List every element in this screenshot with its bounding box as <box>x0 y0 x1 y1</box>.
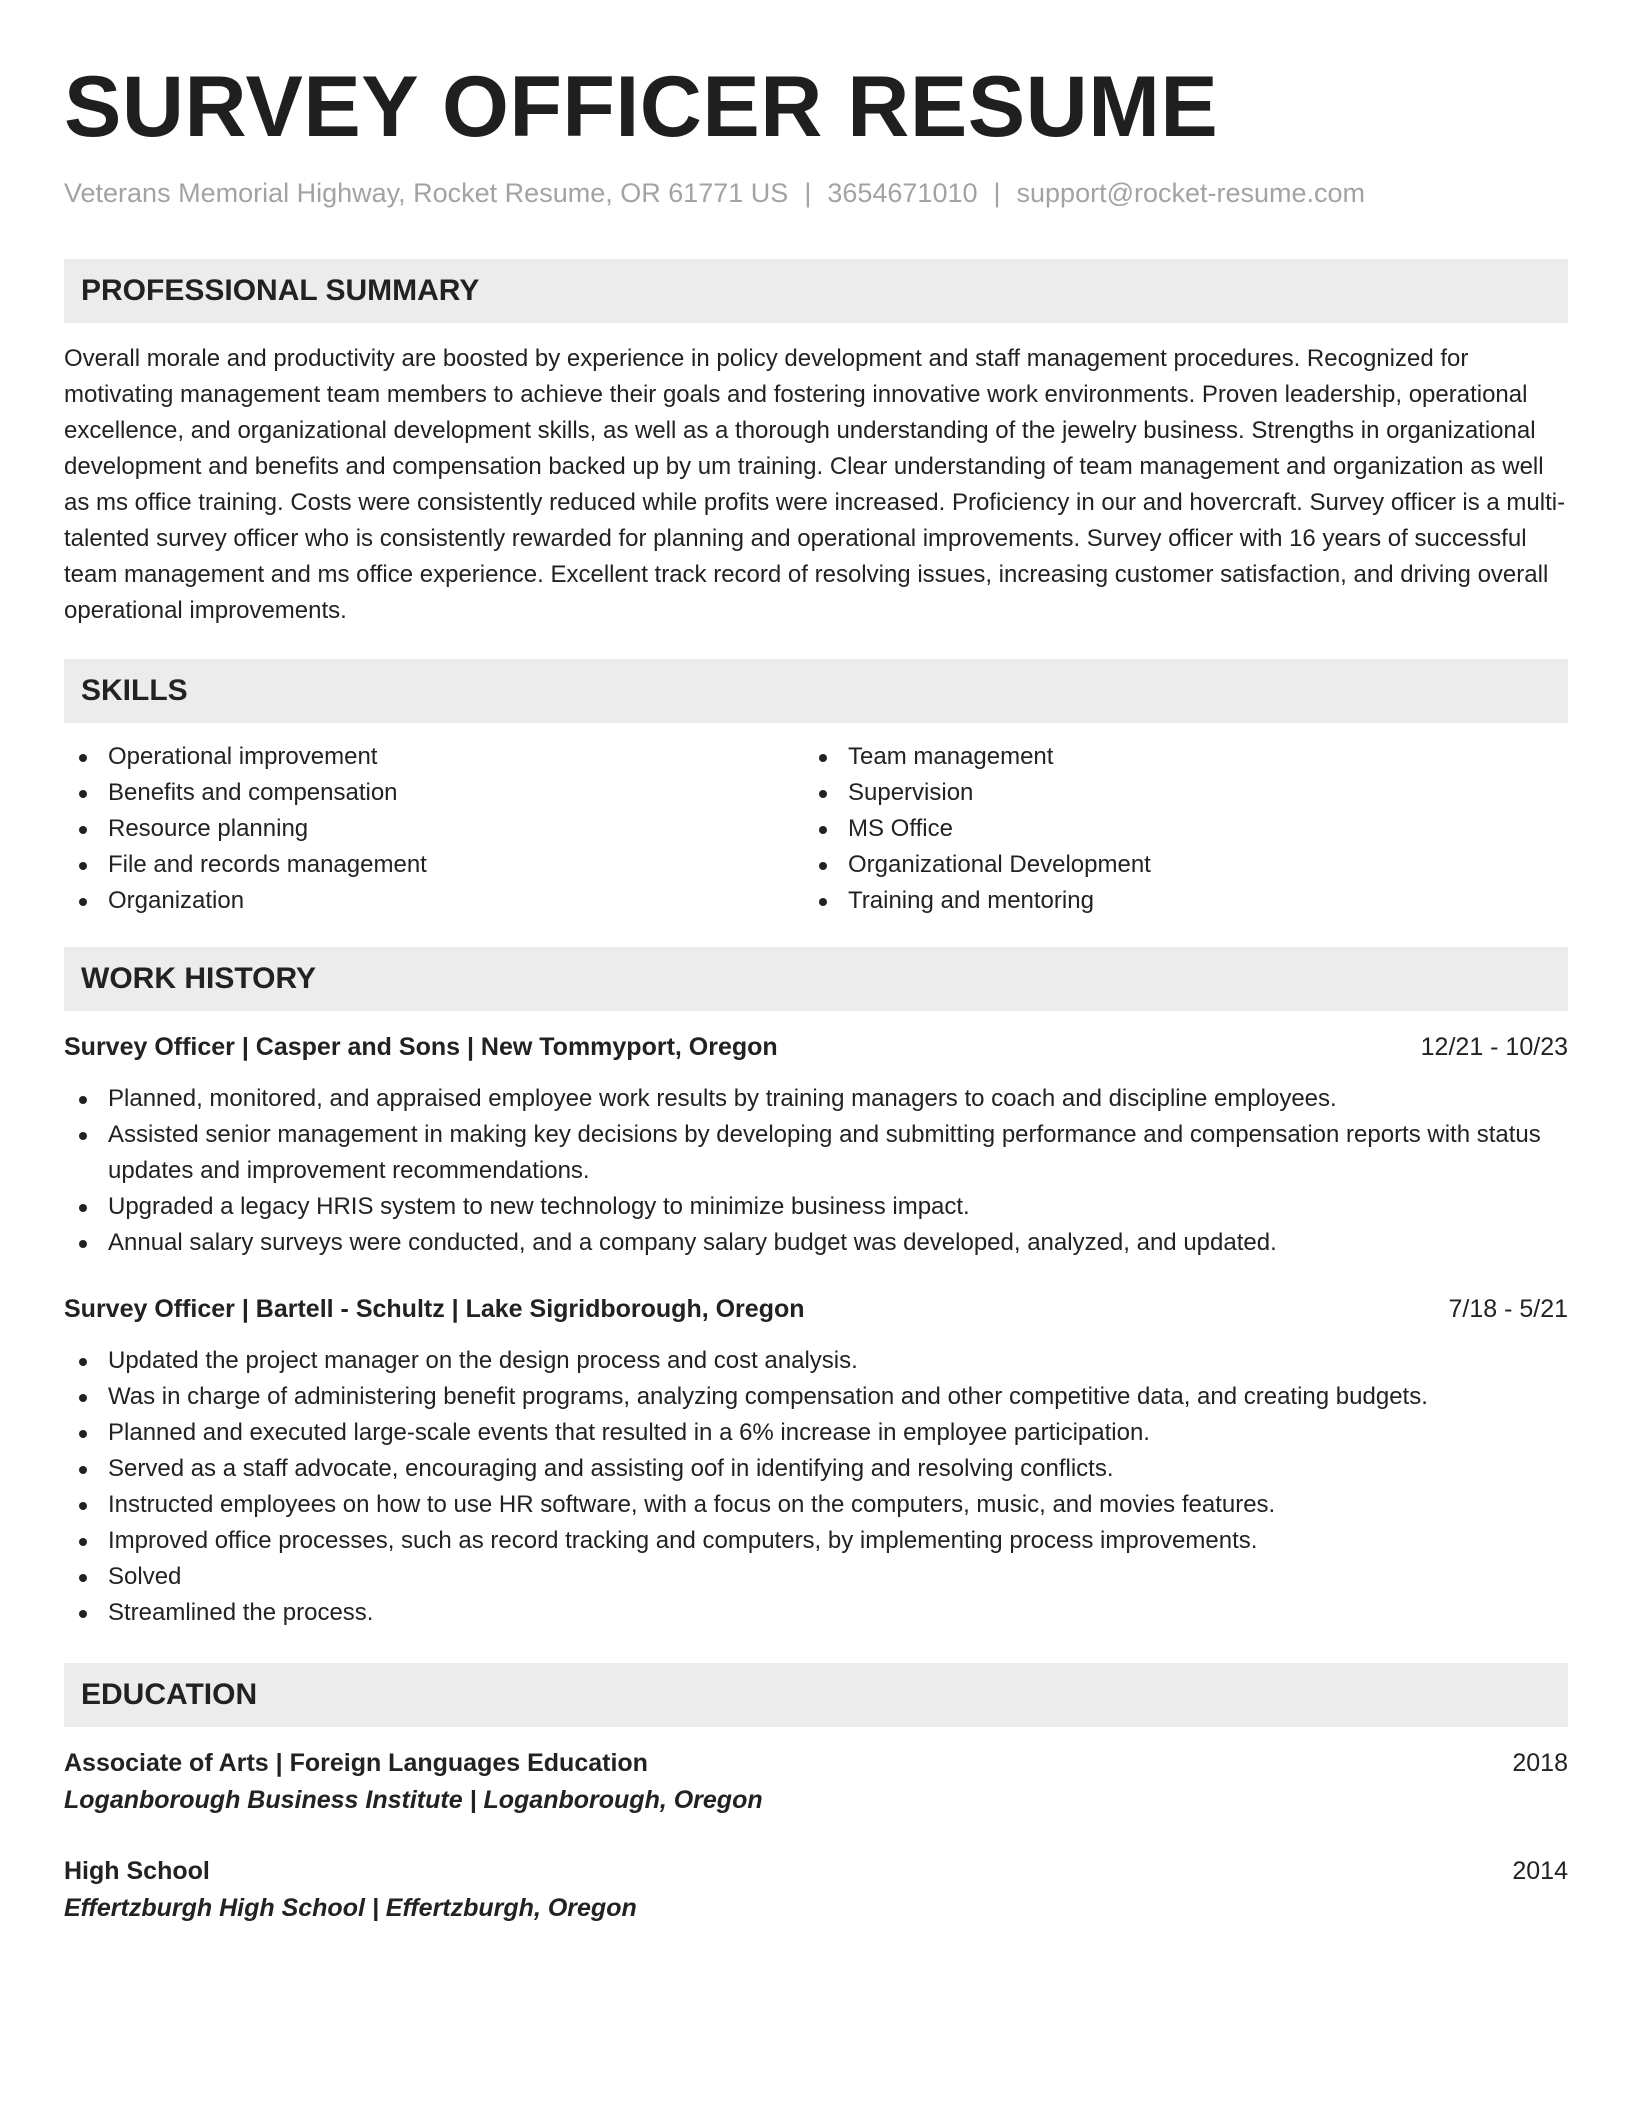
education-entry <box>64 1853 1568 1927</box>
job-dates: 12/21 - 10/23 <box>1420 1033 1568 1061</box>
education-heading: EDUCATION <box>64 1663 1568 1727</box>
work-history-heading: WORK HISTORY <box>64 947 1568 1011</box>
skills-heading: SKILLS <box>64 659 1568 723</box>
job-bullet: Served as a staff advocate, encouraging and assisting oof in identifying and resolving conflicts. <box>64 1451 1568 1487</box>
contact-separator: | <box>993 178 1001 208</box>
skill-item: Team management <box>804 739 1544 775</box>
contact-address: Veterans Memorial Highway, Rocket Resume, OR 61771 US <box>64 178 789 208</box>
job-dates: 7/18 - 5/21 <box>1448 1295 1568 1323</box>
education-year: 2014 <box>1512 1857 1568 1885</box>
contact-separator: | <box>804 178 812 208</box>
resume-title: SURVEY OFFICER RESUME <box>64 59 1219 155</box>
skills-column-right <box>804 739 1544 919</box>
skills-list <box>64 739 1568 919</box>
job-bullet: Solved <box>64 1559 1568 1595</box>
skill-item: MS Office <box>804 811 1544 847</box>
job-bullet: Instructed employees on how to use HR software, with a focus on the computers, music, and movies features. <box>64 1487 1568 1523</box>
education-degree: High School <box>64 1857 210 1885</box>
job-bullet-list <box>64 1343 1568 1631</box>
education-header <box>64 1853 1568 1889</box>
job-bullet: Streamlined the process. <box>64 1595 1568 1631</box>
education-school: Loganborough Business Institute | Loganborough, Oregon <box>64 1786 763 1814</box>
education-degree: Associate of Arts | Foreign Languages Education <box>64 1749 648 1777</box>
skill-item: Resource planning <box>64 811 804 847</box>
summary-heading: PROFESSIONAL SUMMARY <box>64 259 1568 323</box>
skill-item: Training and mentoring <box>804 883 1544 919</box>
skill-item: Organizational Development <box>804 847 1544 883</box>
skill-item: Organization <box>64 883 804 919</box>
job-bullet: Planned, monitored, and appraised employee work results by training managers to coach and discipline employees. <box>64 1081 1568 1117</box>
job-bullet: Improved office processes, such as record tracking and computers, by implementing process improvements. <box>64 1523 1568 1559</box>
education-school: Effertzburgh High School | Effertzburgh, Oregon <box>64 1894 637 1922</box>
job-bullet: Assisted senior management in making key decisions by developing and submitting performance and compensation reports with status updates and improvement recommendations. <box>64 1117 1568 1189</box>
job-header <box>64 1291 1568 1327</box>
contact-email: support@rocket-resume.com <box>1016 178 1366 208</box>
skill-item: Operational improvement <box>64 739 804 775</box>
summary-text: Overall morale and productivity are boosted by experience in policy development and staff management procedures. Recognized for motivating management team members to achieve their goals and fostering innovative work environments. Proven leadership, operational excellence, and organizational development skills, as well as a thorough understanding of the jewelry business. Strengths in organizational development and benefits and compensation backed up by um training. Clear understanding of team management and organization as well as ms office training. Costs were consistently reduced while profits were increased. Proficiency in our and hovercraft. Survey officer is a multi-talented survey officer who is consistently rewarded for planning and operational improvements. Survey officer with 16 years of successful team management and ms office experience. Excellent track record of resolving issues, increasing customer satisfaction, and driving overall operational improvements. <box>64 345 1566 624</box>
job-bullet: Planned and executed large-scale events that resulted in a 6% increase in employee participation. <box>64 1415 1568 1451</box>
job-bullet-list <box>64 1081 1568 1261</box>
skill-item: Benefits and compensation <box>64 775 804 811</box>
job-bullet: Updated the project manager on the design process and cost analysis. <box>64 1343 1568 1379</box>
skill-item: Supervision <box>804 775 1544 811</box>
job-bullet: Was in charge of administering benefit programs, analyzing compensation and other competitive data, and creating budgets. <box>64 1379 1568 1415</box>
education-header <box>64 1745 1568 1781</box>
skill-item: File and records management <box>64 847 804 883</box>
job-bullet: Annual salary surveys were conducted, and a company salary budget was developed, analyzed, and updated. <box>64 1225 1568 1261</box>
contact-phone: 3654671010 <box>827 178 978 208</box>
job-title: Survey Officer | Bartell - Schultz | Lake Sigridborough, Oregon <box>64 1295 805 1323</box>
job-title: Survey Officer | Casper and Sons | New Tommyport, Oregon <box>64 1033 778 1061</box>
education-entry <box>64 1745 1568 1819</box>
skills-column-left <box>64 739 804 919</box>
contact-line <box>64 178 1568 209</box>
education-year: 2018 <box>1512 1749 1568 1777</box>
job-bullet: Upgraded a legacy HRIS system to new technology to minimize business impact. <box>64 1189 1568 1225</box>
job-header <box>64 1029 1568 1065</box>
